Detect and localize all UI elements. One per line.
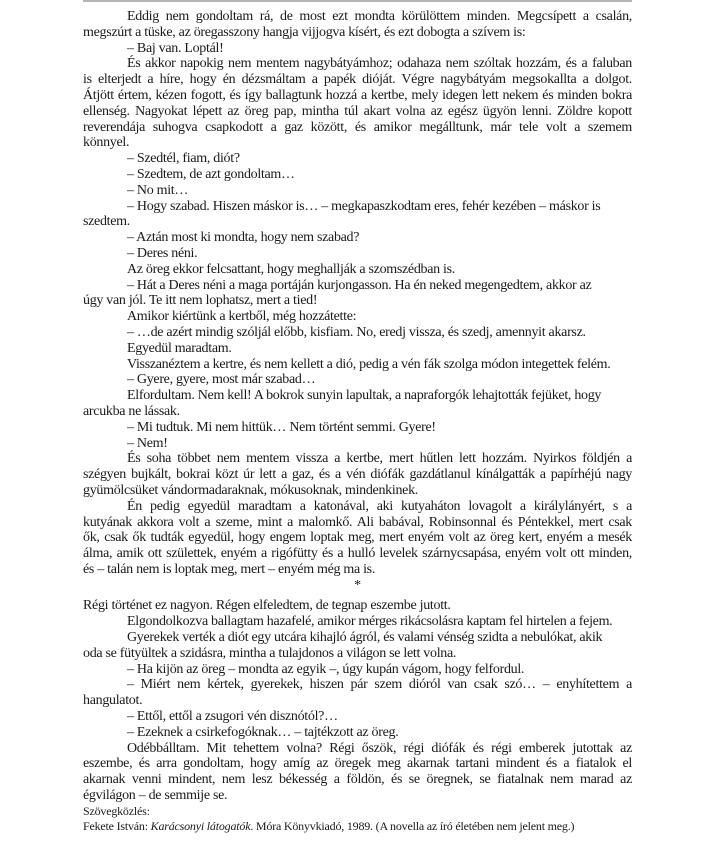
text-line: reverendája suhogva csapkodott a gaz között, és amikor megálltunk, már tele volt a szemem: [83, 119, 632, 135]
text-line: akarnak venni mindent, nem lesz békesség a földön, és se öregnek, se fiatalnak nem marad az: [83, 772, 632, 788]
text-line: Elgondolkozva ballagtam hazafelé, amikor mérges rikácsolásra kaptam fel hirtelen a fejem.: [127, 614, 613, 630]
text-line: álma, amik ott születtek, enyém a rigófütty és a hulló levelek szárnycsapása, enyém volt ott minden,: [83, 546, 632, 562]
text-line: – Szedtél, fiam, diót?: [127, 151, 240, 167]
text-line: – Gyere, gyere, most már szabad…: [127, 372, 316, 388]
text-line: – Hát a Deres néni a maga portáján kurjongasson. Ha én neked megengedtem, akkor az: [127, 277, 592, 293]
text-line: és – talán nem is loptak meg, mert – enyém még ma is.: [83, 561, 376, 577]
text-line: Visszanéztem a kertre, és nem kellett a dió, pedig a vén fák szolga módon integettek felém.: [127, 356, 611, 372]
text-line: eszembe, és arra gondoltam, hogy amíg az öregek meg akarnak tartani mindent és a fiatalok el: [83, 756, 632, 772]
source-author: Fekete István:: [83, 819, 151, 833]
text-line: – Deres néni.: [127, 245, 198, 261]
source-label: Szövegközlés:: [83, 804, 150, 818]
text-line: – Miért nem kértek, gyerekek, hiszen pár szem dióról van csak szó… – enyhítettem a: [127, 677, 632, 693]
text-line: is elterjedt a híre, hogy én dézsmáltam a papék dióját. Végre nagybátyám megsokallta a dolgot.: [83, 72, 632, 88]
top-rule: [83, 0, 632, 2]
text-line: – Baj van. Loptál!: [127, 40, 224, 56]
source-publisher: . Móra Könyvkiadó, 1989. (A novella az író életében nem jelent meg.): [250, 819, 575, 833]
text-line: ellenség. Nagyokat lépett az öreg pap, mintha túl akart volna az egész ügyön lenni. Zöldre kopott: [83, 103, 632, 119]
text-line: Elfordultam. Nem kell! A bokrok sunyin lapultak, a napraforgók lehajtották fejüket, hogy: [127, 388, 602, 404]
story-text: [83, 9, 632, 804]
text-line: könnyel.: [83, 135, 130, 151]
text-line: – Ezeknek a csirkefogóknak… – tajtékzott az öreg.: [127, 724, 399, 740]
text-line: égvilágon – de semmije se.: [83, 788, 228, 804]
text-line: Átjött értem, kézen fogott, és így ballagtunk hozzá a kertbe, mely idegen lett nekem és minden bokra: [83, 87, 632, 103]
text-line: úgy van jól. Te itt nem lophatsz, mert a tied!: [83, 293, 318, 309]
source-title: Karácsonyi látogatók: [150, 819, 251, 833]
text-line: hangulatot.: [83, 693, 143, 709]
text-line: oda se fütyültek a szidásra, mintha a tulajdonos a világon se lett volna.: [83, 645, 457, 661]
text-line: szedtem.: [83, 214, 130, 230]
text-line: Odébbálltam. Mit tehettem volna? Régi őszök, régi diófák és régi emberek jutottak az: [127, 740, 632, 756]
text-line: És soha többet nem mentem vissza a kertbe, mert hűtlen lett hozzám. Nyirkos földjén a: [127, 451, 632, 467]
text-line: – Aztán most ki mondta, hogy nem szabad?: [127, 230, 360, 246]
text-line: gyümölcsüket vándormadaraknak, mókusoknak, mindenkinek.: [83, 482, 418, 498]
text-line: – No mit…: [127, 182, 189, 198]
text-line: Én pedig egyedül maradtam a katonával, aki kutyaháton lovagolt a királylányért, s a: [127, 498, 632, 514]
text-line: ők, csak ők tudták egyedül, hogy engem loptak meg, mert enyém volt az öreg kert, enyém a mesék: [83, 530, 632, 546]
text-line: Gyerekek verték a diót egy utcára kihajló ágról, és valami vénség szidta a nebulókat, akik: [127, 630, 603, 646]
text-line: És akkor napokig nem mentem nagybátyámhoz; odahaza nem szóltak hozzám, és a faluban: [127, 56, 632, 72]
text-line: – Mi tudtuk. Mi nem hittük… Nem történt semmi. Gyere!: [127, 419, 436, 435]
text-line: Eddig nem gondoltam rá, de most ezt mondta körülöttem minden. Megcsípett a csalán,: [127, 9, 632, 24]
text-line: – Hogy szabad. Hiszen máskor is… – megkapaszkodtam eres, fehér kezében – máskor is: [127, 198, 601, 214]
source-citation: [83, 819, 643, 834]
text-line: – Szedtem, de azt gondoltam…: [127, 166, 295, 182]
text-line: megszúrt a tüske, az öregasszony hangja vijjogva kísért, és ezt dobogta a szívem is:: [83, 24, 526, 40]
text-line: Amikor kiértünk a kertből, még hozzátette:: [127, 309, 357, 325]
section-separator: *: [354, 577, 361, 593]
text-line: Az öreg ekkor felcsattant, hogy meghallják a szomszédban is.: [127, 261, 455, 277]
text-line: Egyedül maradtam.: [127, 340, 232, 356]
text-line: arcukba ne lássak.: [83, 403, 180, 419]
text-line: – …de azért mindig szóljál előbb, kisfiam. No, eredj vissza, és szedj, amennyit akarsz.: [127, 324, 586, 340]
text-line: szégyen bujkált, bokrai közt úr lett a gaz, és a vén diófák gazdátlanul kínálgatták a papírhéjú nagy: [83, 467, 632, 483]
text-line: – Ettől, ettől a zsugori vén disznótól?…: [127, 709, 338, 725]
text-line: kutyának akkora volt a szeme, mint a malomkő. Ali babával, Robinsonnal és Péntekkel, mert csak: [83, 514, 632, 530]
text-line: – Ha kijön az öreg – mondta az egyik –, úgy kupán vágom, hogy felfordul.: [127, 661, 525, 677]
text-line: – Nem!: [127, 435, 168, 451]
source-note: [83, 804, 643, 834]
text-line: Régi történet ez nagyon. Régen elfeledtem, de tegnap eszembe jutott.: [83, 598, 451, 614]
